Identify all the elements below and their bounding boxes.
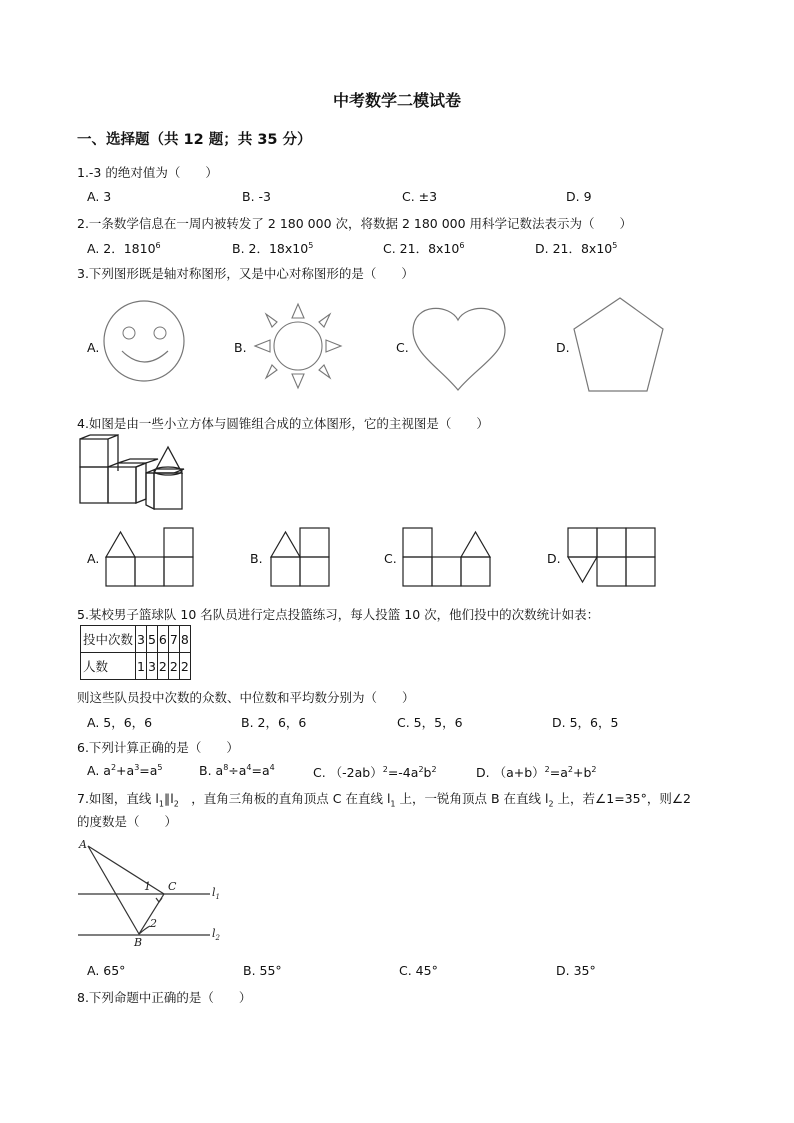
question-5-followup: 则这些队员投中次数的众数、中位数和平均数分别为（ ） (77, 690, 415, 705)
front-view-option-d (567, 526, 659, 588)
line-label-l2: $l_2$ (212, 927, 220, 942)
table-cell: 2 (179, 653, 190, 680)
q5-option-a[interactable]: A. 5，6，6 (87, 715, 153, 730)
section-heading: 一、选择题（共 12 题；共 35 分） (77, 132, 312, 148)
line-label-l1: $l_1$ (212, 886, 220, 901)
table-cell: 1 (136, 653, 147, 680)
table-cell: 7 (168, 626, 179, 653)
table-cell: 3 (136, 626, 147, 653)
vertex-label-c: C (168, 880, 177, 893)
table-cell: 人数 (81, 653, 136, 680)
q4-label-d[interactable]: D. (547, 551, 561, 566)
q7-option-b[interactable]: B. 55° (243, 963, 282, 978)
table-cell: 5 (146, 626, 157, 653)
q4-label-b[interactable]: B. (250, 551, 263, 566)
angle-label-1: 1 (144, 880, 151, 893)
q6-option-b[interactable]: B. $a^8\div a^4=a^4$ (199, 762, 275, 778)
cubes-and-cone-figure (78, 433, 190, 513)
question-2-stem: 2.一条数学信息在一周内被转发了 2 180 000 次，将数据 2 180 000 用科学记数法表示为（ ） (77, 216, 633, 231)
q7-option-d[interactable]: D. 35° (556, 963, 596, 978)
pentagon-figure (572, 296, 668, 392)
page-title: 中考数学二模试卷 (332, 91, 461, 110)
heart-figure (410, 302, 510, 394)
q2-option-d[interactable]: D. 21．$8x10^5$ (535, 240, 618, 256)
q7-option-c[interactable]: C. 45° (399, 963, 438, 978)
question-7-stem-line2: 的度数是（ ） (77, 814, 178, 829)
question-3-stem: 3.下列图形既是轴对称图形，又是中心对称图形的是（ ） (77, 266, 414, 281)
q5-option-c[interactable]: C. 5，5，6 (397, 715, 463, 730)
q1-option-b[interactable]: B. -3 (242, 189, 271, 204)
q6-option-a[interactable]: A. $a^2+a^3=a^5$ (87, 762, 163, 778)
question-7-stem: 7.如图，直线 $l_1\parallel l_2$ ，直角三角板的直角顶点 C 在直线 $l_1$ 上，一锐角顶点 B 在直线 $l_2$ 上，若∠1=35°，则∠2 (77, 791, 691, 809)
q1-option-a[interactable]: A. 3 (87, 189, 112, 204)
table-cell: 投中次数 (81, 626, 136, 653)
question-4-stem: 4.如图是由一些小立方体与圆锥组合成的立体图形，它的主视图是（ ） (77, 416, 489, 431)
table-cell: 3 (146, 653, 157, 680)
front-view-option-a (105, 526, 197, 588)
q5-option-d[interactable]: D. 5，6，5 (552, 715, 619, 730)
sun-figure (250, 298, 346, 394)
parallel-lines-triangle-figure (76, 838, 226, 950)
vertex-label-a: A (79, 838, 87, 851)
q7-option-a[interactable]: A. 65° (87, 963, 126, 978)
q2-option-a[interactable]: A. 2．1810$^6$ (87, 240, 161, 256)
q1-option-c[interactable]: C. ±3 (402, 189, 438, 204)
table-cell: 2 (168, 653, 179, 680)
table-cell: 2 (157, 653, 168, 680)
q3-label-c[interactable]: C. (396, 340, 409, 355)
q3-label-d[interactable]: D. (556, 340, 570, 355)
q4-label-c[interactable]: C. (384, 551, 397, 566)
q4-label-a[interactable]: A. (87, 551, 100, 566)
q6-option-d[interactable]: D. $(a+b)^2=a^2+b^2$ (476, 764, 597, 780)
q5-option-b[interactable]: B. 2，6，6 (241, 715, 307, 730)
front-view-option-b (270, 526, 332, 588)
q2-option-c[interactable]: C. 21．$8x10^6$ (383, 240, 465, 256)
q6-option-c[interactable]: C. $(-2ab)^2=-4a^2b^2$ (313, 764, 437, 780)
shots-stats-table (80, 625, 191, 680)
question-5-stem: 5.某校男子篮球队 10 名队员进行定点投篮练习，每人投篮 10 次，他们投中的次数统计如表： (77, 607, 600, 622)
question-1-stem: 1.-3 的绝对值为（ ） (77, 165, 218, 180)
angle-label-2: 2 (150, 917, 157, 930)
question-8-stem: 8.下列命题中正确的是（ ） (77, 990, 252, 1005)
q2-option-b[interactable]: B. 2．$18x10^5$ (232, 240, 314, 256)
question-6-stem: 6.下列计算正确的是（ ） (77, 740, 239, 755)
smiley-face-figure (100, 297, 190, 387)
table-row (81, 626, 191, 653)
q1-option-d[interactable]: D. 9 (566, 189, 592, 204)
table-cell: 6 (157, 626, 168, 653)
front-view-option-c (402, 526, 494, 588)
q3-label-b[interactable]: B. (234, 340, 247, 355)
vertex-label-b: B (134, 936, 143, 949)
table-cell: 8 (179, 626, 190, 653)
table-row (81, 653, 191, 680)
q3-label-a[interactable]: A. (87, 340, 100, 355)
